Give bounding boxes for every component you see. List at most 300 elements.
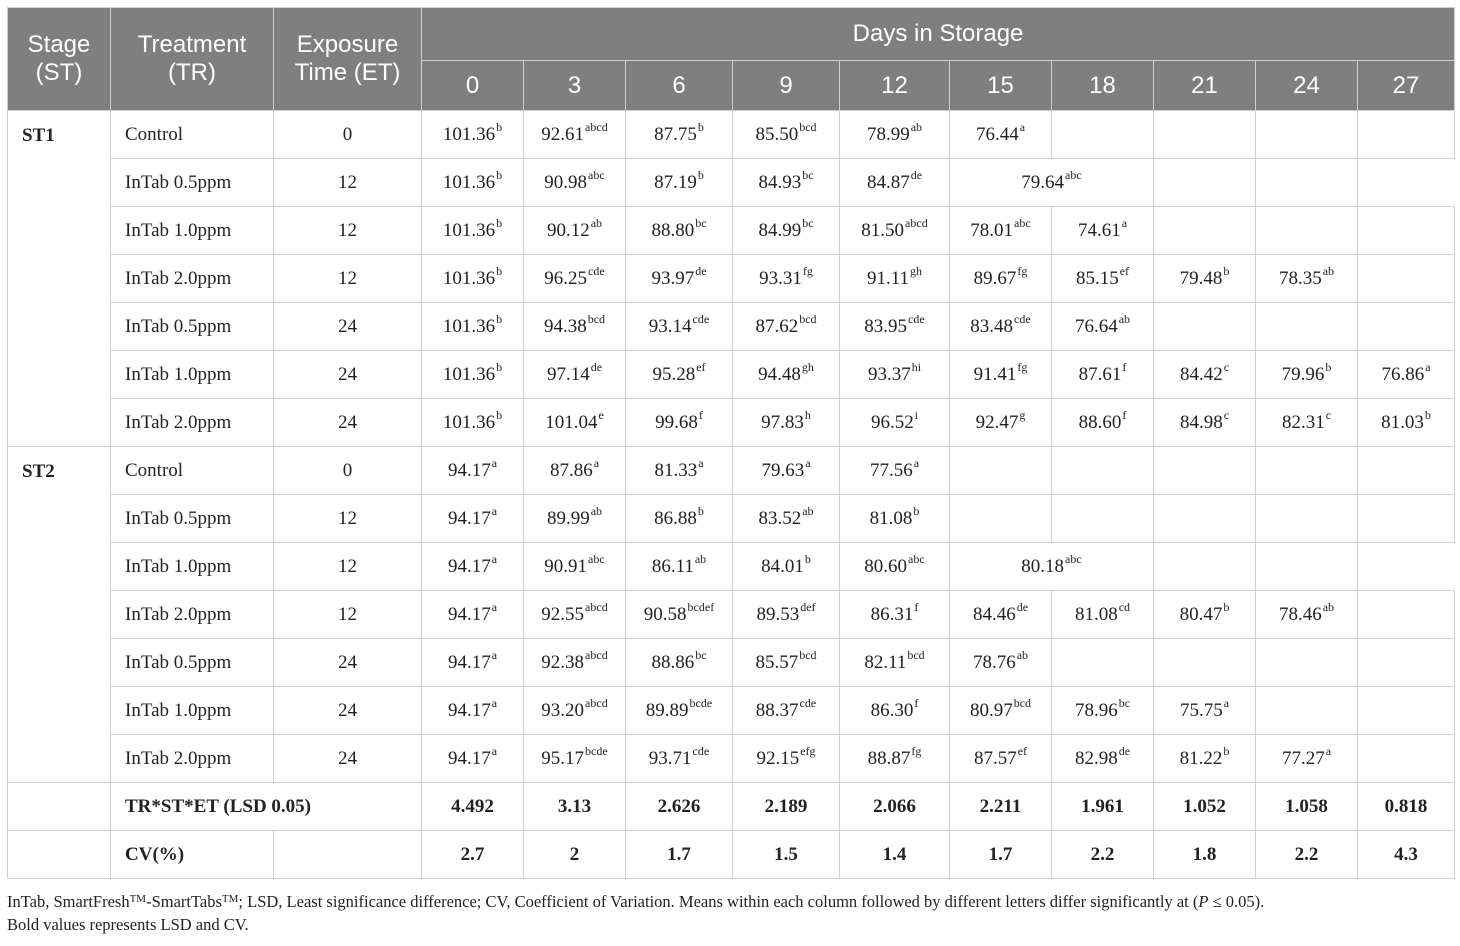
value-cell (524, 351, 626, 399)
value-cell (950, 351, 1052, 399)
table-body (8, 111, 1455, 879)
value-cell (1358, 207, 1455, 255)
significance-letters: de (695, 263, 707, 278)
value-cell (422, 639, 524, 687)
significance-letters: cde (1014, 311, 1031, 326)
mean-value: 87.19 (654, 171, 697, 193)
cv-row-value: 1.8 (1154, 831, 1256, 879)
mean-value: 92.38 (541, 651, 585, 673)
header-day-3: 3 (524, 61, 626, 111)
significance-letters: ab (694, 551, 707, 566)
value-cell (1154, 159, 1256, 207)
value-cell (950, 207, 1052, 255)
significance-letters: e (598, 407, 604, 422)
mean-value: 90.91 (544, 555, 588, 577)
value-cell (1052, 447, 1154, 495)
value-cell (422, 495, 524, 543)
significance-letters: a (1325, 743, 1332, 758)
mean-value: 76.86 (1381, 363, 1425, 385)
exposure-time-cell: 12 (274, 159, 422, 207)
exposure-time-cell: 12 (274, 495, 422, 543)
significance-letters: a (491, 551, 498, 566)
value-cell (733, 687, 840, 735)
value-cell (1256, 207, 1358, 255)
value-cell (1256, 447, 1358, 495)
significance-letters: bcde (689, 695, 713, 710)
significance-letters: b (1223, 263, 1230, 278)
value-cell (840, 591, 950, 639)
value-cell (733, 207, 840, 255)
significance-letters: b (1223, 743, 1230, 758)
mean-value: 87.86 (549, 459, 593, 481)
mean-value: 84.87 (866, 171, 910, 193)
significance-letters: b (496, 407, 503, 422)
value-cell (840, 255, 950, 303)
mean-value: 79.63 (761, 459, 805, 481)
value-cell (626, 159, 733, 207)
exposure-time-cell: 24 (274, 303, 422, 351)
significance-letters: fg (911, 743, 922, 758)
value-cell (1358, 255, 1455, 303)
significance-letters: g (1019, 407, 1026, 422)
value-cell (950, 735, 1052, 783)
significance-letters: b (496, 119, 503, 134)
header-day-18: 18 (1052, 61, 1154, 111)
significance-letters: ef (696, 359, 706, 374)
mean-value: 88.80 (651, 219, 695, 241)
mean-value: 94.17 (447, 699, 491, 721)
value-cell (1052, 591, 1154, 639)
table-footnote: InTab, SmartFresh™-SmartTabs™; LSD, Least significance difference; CV, Coefficient of Variation. Means within each column followed by different letters differ significantly at (P ≤ 0.05). Bold values represents LSD and CV. (7, 892, 1265, 934)
significance-letters: fg (1017, 359, 1028, 374)
treatment-cell: InTab 0.5ppm (111, 159, 274, 207)
mean-value: 78.46 (1278, 603, 1322, 625)
value-cell (422, 591, 524, 639)
mean-value: 96.25 (544, 267, 588, 289)
significance-letters: ef (1017, 743, 1028, 758)
mean-value: 87.62 (755, 315, 799, 337)
mean-value: 74.61 (1077, 219, 1121, 241)
exposure-time-cell: 24 (274, 687, 422, 735)
significance-letters: cde (588, 263, 605, 278)
significance-letters: fg (1017, 263, 1028, 278)
value-cell (1256, 735, 1358, 783)
value-cell (950, 591, 1052, 639)
mean-value: 89.89 (645, 699, 689, 721)
value-cell (1358, 735, 1455, 783)
value-cell (1154, 303, 1256, 351)
significance-letters: ab (1322, 263, 1335, 278)
value-cell (733, 543, 840, 591)
significance-letters: ab (590, 215, 603, 230)
treatment-cell: InTab 0.5ppm (111, 495, 274, 543)
value-cell (626, 543, 733, 591)
cv-row-value: 2.7 (422, 831, 524, 879)
value-cell (422, 111, 524, 159)
exposure-time-cell: 12 (274, 207, 422, 255)
header-day-27: 27 (1358, 61, 1455, 111)
value-cell (733, 111, 840, 159)
value-cell (524, 207, 626, 255)
value-cell (840, 543, 950, 591)
mean-value: 92.55 (541, 603, 585, 625)
value-cell (733, 255, 840, 303)
value-cell (950, 543, 1154, 591)
value-cell (840, 351, 950, 399)
table-row (8, 735, 1455, 783)
significance-letters: hi (911, 359, 922, 374)
value-cell (840, 303, 950, 351)
value-cell (422, 735, 524, 783)
value-cell (840, 111, 950, 159)
lsd-row-value: 1.961 (1052, 783, 1154, 831)
mean-value: 101.04 (545, 411, 598, 433)
mean-value: 76.64 (1074, 315, 1118, 337)
mean-value: 85.15 (1075, 267, 1119, 289)
significance-letters: a (698, 455, 704, 470)
mean-value: 101.36 (442, 315, 496, 337)
value-cell (626, 207, 733, 255)
mean-value: 85.50 (755, 123, 799, 145)
header-stage: Stage (ST) (8, 8, 111, 111)
value-cell (733, 639, 840, 687)
significance-letters: b (804, 551, 811, 566)
value-cell (1256, 111, 1358, 159)
value-cell (1358, 687, 1455, 735)
table-header (8, 8, 1455, 111)
value-cell (1358, 303, 1455, 351)
mean-value: 78.01 (970, 219, 1014, 241)
value-cell (1358, 591, 1455, 639)
significance-letters: a (491, 455, 498, 470)
value-cell (1052, 495, 1154, 543)
lsd-row (8, 783, 1455, 831)
header-exposure-time: Exposure Time (ET) (274, 8, 422, 111)
table-row (8, 351, 1455, 399)
significance-letters: ab (802, 503, 814, 518)
significance-letters: b (913, 503, 920, 518)
mean-value: 88.37 (755, 699, 799, 721)
lsd-row-value: 2.066 (840, 783, 950, 831)
value-cell (733, 303, 840, 351)
treatment-cell: InTab 2.0ppm (111, 255, 274, 303)
significance-letters: abcd (905, 215, 928, 230)
value-cell (1154, 351, 1256, 399)
mean-value: 94.48 (758, 363, 801, 385)
significance-letters: abcd (585, 695, 608, 710)
header-treatment: Treatment (TR) (111, 8, 274, 111)
value-cell (1358, 639, 1455, 687)
significance-letters: c (1223, 407, 1230, 422)
mean-value: 93.31 (759, 267, 802, 289)
value-cell (1256, 159, 1358, 207)
cv-row-value: 1.7 (626, 831, 733, 879)
value-cell (1154, 255, 1256, 303)
mean-value: 86.30 (870, 699, 914, 721)
cv-row (8, 831, 1455, 879)
significance-letters: a (491, 599, 498, 614)
value-cell (626, 447, 733, 495)
mean-value: 83.52 (758, 507, 802, 529)
significance-letters: bcd (799, 311, 817, 326)
value-cell (1256, 591, 1358, 639)
mean-value: 93.14 (648, 315, 692, 337)
mean-value: 80.97 (969, 699, 1013, 721)
mean-value: 94.38 (543, 315, 587, 337)
significance-letters: ab (1118, 311, 1131, 326)
mean-value: 83.95 (864, 315, 908, 337)
exposure-time-cell: 12 (274, 543, 422, 591)
mean-value: 85.57 (755, 651, 799, 673)
mean-value: 80.60 (864, 555, 908, 577)
mean-value: 96.52 (870, 411, 914, 433)
value-cell (1358, 447, 1455, 495)
mean-value: 86.31 (870, 603, 914, 625)
value-cell (1256, 303, 1358, 351)
mean-value: 97.83 (761, 411, 804, 433)
value-cell (1052, 111, 1154, 159)
value-cell (422, 447, 524, 495)
mean-value: 76.44 (975, 123, 1019, 145)
significance-letters: ab (590, 503, 603, 518)
exposure-time-cell: 12 (274, 591, 422, 639)
mean-value: 80.18 (1021, 555, 1065, 577)
significance-letters: gh (910, 263, 923, 278)
treatment-cell: InTab 1.0ppm (111, 687, 274, 735)
mean-value: 84.46 (972, 603, 1016, 625)
table-row (8, 303, 1455, 351)
header-day-6: 6 (626, 61, 733, 111)
value-cell (626, 639, 733, 687)
significance-letters: abc (588, 167, 605, 182)
value-cell (1052, 207, 1154, 255)
value-cell (1358, 495, 1455, 543)
mean-value: 88.87 (867, 747, 911, 769)
significance-letters: bc (695, 215, 707, 230)
mean-value: 81.08 (1074, 603, 1118, 625)
significance-letters: a (491, 695, 498, 710)
lsd-row-value: 2.189 (733, 783, 840, 831)
mean-value: 94.17 (447, 459, 491, 481)
mean-value: 101.36 (442, 123, 496, 145)
significance-letters: bcd (587, 311, 606, 326)
lsd-row-value: 2.626 (626, 783, 733, 831)
stage-cell: ST1 (8, 111, 111, 447)
significance-letters: bcd (1013, 695, 1032, 710)
table-row (8, 495, 1455, 543)
significance-letters: f (914, 695, 919, 710)
value-cell (524, 495, 626, 543)
value-cell (1154, 735, 1256, 783)
mean-value: 94.17 (447, 651, 491, 673)
value-cell (1052, 735, 1154, 783)
value-cell (626, 111, 733, 159)
mean-value: 84.42 (1179, 363, 1223, 385)
value-cell (950, 639, 1052, 687)
value-cell (1052, 399, 1154, 447)
mean-value: 81.03 (1381, 411, 1424, 433)
value-cell (524, 255, 626, 303)
table-container (7, 7, 1453, 879)
significance-letters: abcd (585, 119, 608, 134)
mean-value: 84.01 (761, 555, 804, 577)
mean-value: 87.61 (1078, 363, 1122, 385)
treatment-cell: Control (111, 111, 274, 159)
table-row (8, 447, 1455, 495)
value-cell (422, 351, 524, 399)
treatment-cell: InTab 1.0ppm (111, 543, 274, 591)
significance-letters: a (491, 503, 498, 518)
significance-letters: f (1122, 359, 1127, 374)
treatment-cell: Control (111, 447, 274, 495)
mean-value: 94.17 (447, 555, 491, 577)
value-cell (950, 255, 1052, 303)
significance-letters: ab (1016, 647, 1029, 662)
cv-row-value: 1.5 (733, 831, 840, 879)
significance-letters: a (913, 455, 920, 470)
value-cell (1052, 303, 1154, 351)
treatment-cell: InTab 1.0ppm (111, 351, 274, 399)
significance-letters: ab (910, 119, 923, 134)
significance-letters: a (1223, 695, 1230, 710)
significance-letters: b (697, 503, 704, 518)
value-cell (950, 303, 1052, 351)
significance-letters: bcd (907, 647, 925, 662)
mean-value: 88.86 (651, 651, 695, 673)
table-row (8, 591, 1455, 639)
mean-value: 86.88 (654, 507, 697, 529)
mean-value: 91.11 (866, 267, 910, 289)
mean-value: 79.48 (1179, 267, 1223, 289)
mean-value: 81.08 (869, 507, 913, 529)
value-cell (422, 159, 524, 207)
significance-letters: bc (1118, 695, 1131, 710)
table-row (8, 207, 1455, 255)
lsd-row-value: 2.211 (950, 783, 1052, 831)
value-cell (950, 495, 1052, 543)
significance-letters: b (697, 167, 704, 182)
value-cell (524, 159, 626, 207)
treatment-cell: InTab 2.0ppm (111, 591, 274, 639)
significance-letters: b (697, 119, 704, 134)
mean-value: 87.57 (973, 747, 1017, 769)
significance-letters: a (491, 743, 498, 758)
stage-cell: ST2 (8, 447, 111, 783)
value-cell (422, 399, 524, 447)
treatment-cell: InTab 0.5ppm (111, 303, 274, 351)
value-cell (524, 591, 626, 639)
value-cell (733, 447, 840, 495)
value-cell (524, 111, 626, 159)
significance-letters: b (496, 263, 503, 278)
significance-letters: a (1121, 215, 1128, 230)
significance-letters: f (914, 599, 919, 614)
significance-letters: f (698, 407, 703, 422)
mean-value: 84.98 (1179, 411, 1223, 433)
significance-letters: b (496, 215, 503, 230)
value-cell (422, 207, 524, 255)
value-cell (840, 447, 950, 495)
value-cell (1052, 255, 1154, 303)
exposure-time-cell: 24 (274, 735, 422, 783)
significance-letters: a (805, 455, 811, 470)
value-cell (1256, 255, 1358, 303)
significance-letters: c (1223, 359, 1230, 374)
significance-letters: b (496, 359, 503, 374)
mean-value: 88.60 (1078, 411, 1122, 433)
cv-row-value: 2.2 (1052, 831, 1154, 879)
value-cell (733, 399, 840, 447)
significance-letters: abc (1065, 167, 1082, 182)
significance-letters: bc (802, 167, 814, 182)
value-cell (1052, 639, 1154, 687)
header-day-12: 12 (840, 61, 950, 111)
empty-cell (8, 831, 111, 879)
value-cell (733, 351, 840, 399)
mean-value: 101.36 (442, 411, 496, 433)
value-cell (950, 687, 1052, 735)
significance-letters: b (496, 167, 503, 182)
significance-letters: cd (1118, 599, 1131, 614)
exposure-time-cell: 24 (274, 399, 422, 447)
mean-value: 97.14 (546, 363, 590, 385)
value-cell (626, 255, 733, 303)
mean-value: 93.37 (867, 363, 911, 385)
value-cell (840, 735, 950, 783)
value-cell (524, 687, 626, 735)
treatment-cell: InTab 1.0ppm (111, 207, 274, 255)
value-cell (626, 735, 733, 783)
mean-value: 86.11 (651, 555, 694, 577)
value-cell (524, 639, 626, 687)
significance-letters: b (1325, 359, 1332, 374)
value-cell (840, 495, 950, 543)
value-cell (422, 303, 524, 351)
mean-value: 83.48 (970, 315, 1014, 337)
value-cell (1154, 447, 1256, 495)
mean-value: 81.33 (654, 459, 698, 481)
table-row (8, 159, 1455, 207)
exposure-time-cell: 0 (274, 447, 422, 495)
mean-value: 94.17 (447, 603, 491, 625)
value-cell (422, 543, 524, 591)
mean-value: 93.20 (541, 699, 585, 721)
mean-value: 82.11 (864, 651, 907, 673)
significance-letters: bcde (585, 743, 608, 758)
mean-value: 91.41 (973, 363, 1017, 385)
header-day-0: 0 (422, 61, 524, 111)
footnote-line-2: Bold values represents LSD and CV. (7, 915, 249, 934)
value-cell (524, 735, 626, 783)
mean-value: 82.31 (1281, 411, 1325, 433)
mean-value: 84.93 (758, 171, 802, 193)
significance-letters: abcd (585, 599, 608, 614)
value-cell (626, 351, 733, 399)
header-day-24: 24 (1256, 61, 1358, 111)
storage-data-table (7, 7, 1455, 879)
mean-value: 92.15 (756, 747, 800, 769)
treatment-cell: InTab 2.0ppm (111, 735, 274, 783)
value-cell (950, 111, 1052, 159)
value-cell (524, 543, 626, 591)
mean-value: 92.47 (975, 411, 1019, 433)
lsd-row-value: 0.818 (1358, 783, 1455, 831)
cv-row-value: 2 (524, 831, 626, 879)
lsd-row-value: 3.13 (524, 783, 626, 831)
table-row (8, 111, 1455, 159)
significance-letters: abc (588, 551, 605, 566)
header-day-9: 9 (733, 61, 840, 111)
